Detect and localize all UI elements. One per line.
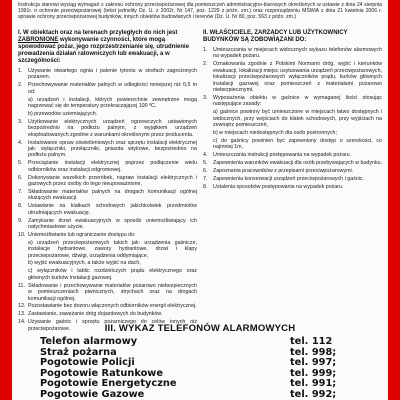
item-text: Uniemożliwianie lub ograniczanie dostępu do: xyxy=(28,231,136,238)
left-red-border xyxy=(0,0,12,400)
item-text: Instalowanie opraw oświetleniowych oraz sprzętu instalacji elektrycznej jak: wyłączniki, przełączniki, gniazda wtykowe, bezpośrednio na podłożu palnym. xyxy=(28,139,197,159)
list-item xyxy=(203,47,382,60)
item-number: 1. xyxy=(18,68,23,74)
phone-service-name: Telefon alarmowy xyxy=(40,336,138,347)
item-number: 6. xyxy=(18,174,23,181)
item-text: Składowanie i przechowywanie materiałów pożarowo niebezpiecznych w pomieszczeniach piwnicznych, strychach oraz na drogach komunikacji ogólnej. xyxy=(28,282,197,302)
item-text: a) gaśnice powinny być umieszczone w miejscach łatwo dostępnych i widocznych, przy wejściach do klatek schodowych, przy wyjściach na zewnątrz pomieszczeń, xyxy=(213,109,382,128)
list-item xyxy=(18,311,197,317)
phone-number: tel. 998; xyxy=(290,346,337,358)
phone-service-name: Pogotowie Gazowe xyxy=(40,388,145,400)
item-text: b) wyjść ewakuacyjnych, a także wyjść na dach, xyxy=(28,260,141,267)
item-text: Zamykanie drzwi ewakuacyjnych w sposób uniemożliwiający ich natychmiastowe użycie. xyxy=(28,217,197,230)
item-text: c) do gaśnicy powinien być zapewniony dostęp o szerokości, co najmniej 1m, xyxy=(213,137,382,151)
phone-number: tel. 997; xyxy=(290,357,337,368)
item-text: Zapewnienia warunków ewakuacji dla osób przebywających w budynku. xyxy=(213,160,383,166)
item-number: 8. xyxy=(203,183,208,190)
phone-row xyxy=(40,357,360,368)
list-item xyxy=(18,303,197,309)
section-obligations xyxy=(203,28,382,324)
item-number xyxy=(18,111,28,117)
list-item xyxy=(203,138,382,151)
phone-number: tel. 112 xyxy=(290,336,333,347)
item-text: Używanie gaśnic i sprzętu pożarniczego do celów innych niż przeciwpożarowe. xyxy=(28,319,197,332)
phone-service-name: Pogotowie Ratunkowe xyxy=(40,367,163,379)
list-item xyxy=(18,119,197,138)
list-item xyxy=(18,218,197,231)
item-number: 4. xyxy=(18,139,23,146)
item-number: 3. xyxy=(203,94,208,101)
item-number xyxy=(18,260,28,266)
item-number: 13. xyxy=(18,311,26,318)
item-number: 3. xyxy=(18,118,23,125)
item-text: Używanie otwartego ognia i palenie tytoniu w strefach zagrożonych pożarem. xyxy=(28,68,197,81)
phone-row xyxy=(40,389,360,400)
item-text: Umieszczania instrukcji postępowania na wypadek pożaru. xyxy=(213,152,352,159)
item-text: Ustalenia sposobów postępowania na wypadek pożaru. xyxy=(213,183,344,190)
item-text: Zastawianie, zawężanie dróg dojazdowych do budynków. xyxy=(28,311,163,318)
item-number: 2. xyxy=(18,82,23,89)
prohibited-list xyxy=(18,68,197,332)
list-item xyxy=(203,168,382,174)
phone-number: tel. 991; xyxy=(290,378,337,389)
list-item xyxy=(18,240,197,259)
list-item xyxy=(203,130,382,136)
phone-row xyxy=(40,347,360,358)
list-item xyxy=(18,111,197,117)
item-text: Wyposażenia obiektu w gaśnice w wymaganej ilości stosując następujące zasady: xyxy=(213,94,382,108)
item-number xyxy=(203,109,213,128)
item-number: 10. xyxy=(18,231,26,238)
item-number xyxy=(18,240,28,259)
item-number: 12. xyxy=(18,303,26,310)
phones-heading: III. WYKAZ TELEFONÓW ALARMOWYCH xyxy=(104,323,296,334)
item-number: 6. xyxy=(203,167,208,174)
item-text: Składowanie materiałów palnych na drogach komunikacji ogólnej służących ewakuacji. xyxy=(28,188,197,202)
list-item xyxy=(203,184,382,190)
item-number: 9. xyxy=(18,217,23,224)
item-text: Dokonywanie wszelkich przeróbek, napraw instalacji elektrycznych i gazowych przez osoby do tego nieupoważnione. xyxy=(28,174,197,187)
item-text: b) przewodów uziemiających. xyxy=(28,110,98,117)
item-text: Użytkowanie elektrycznych urządzeń ogrzewczych ustawionych bezpośrednio na podłożu palnym, z wyjątkiem urządzeń eksploatowanych zgodnie z warunkami określonymi przez producenta. xyxy=(28,118,197,138)
list-item xyxy=(203,109,382,128)
list-item xyxy=(18,140,197,159)
phone-number: tel. 992; xyxy=(290,388,337,400)
item-number xyxy=(203,130,213,136)
item-text: Ustawianie na klatkach schodowych jakichkolwiek przedmiotów utrudniających ewakuację. xyxy=(28,203,197,216)
item-number: 5. xyxy=(203,160,208,166)
phone-service-name: Straż pożarna xyxy=(40,346,117,358)
phone-number: tel. 999; xyxy=(290,367,337,379)
right-red-border xyxy=(388,0,400,400)
item-text: Przeciążanie instalacji elektrycznej poprzez podłączenie wielu odbiorników oraz instalacji odgromowej. xyxy=(28,160,197,173)
item-number: 8. xyxy=(18,203,23,210)
list-item xyxy=(18,175,197,188)
item-number xyxy=(203,138,213,151)
phone-row xyxy=(40,378,360,389)
list-item xyxy=(203,176,382,182)
item-number xyxy=(18,268,28,281)
item-text: Zapewnienia konserwacji urządzeń przeciwpożarowych i gaśnic. xyxy=(213,175,365,182)
item-number: 1. xyxy=(203,47,208,53)
list-item xyxy=(18,283,197,302)
item-number: 2. xyxy=(203,61,208,68)
item-text: Pozostawianie bez dozoru włączonych odbiorników energii elektrycznej. xyxy=(28,303,197,310)
item-number xyxy=(18,97,28,110)
item-number: 14. xyxy=(18,319,26,326)
list-item xyxy=(18,260,197,266)
item-number: 11. xyxy=(18,282,25,289)
phone-row xyxy=(40,368,360,379)
list-item xyxy=(18,68,197,81)
item-number: 7. xyxy=(203,175,208,182)
item-text: c) wyłączników i tablic rozdzielczych prądu elektrycznego oraz głównych kurków instalacji gazowej. xyxy=(28,268,197,281)
section-prohibited xyxy=(18,28,197,332)
list-item xyxy=(18,189,197,202)
list-item xyxy=(203,61,382,93)
item-text: b) w miejscach niedostępnych dla osób postronnych; xyxy=(213,129,337,136)
phone-service-name: Pogotowie Policji xyxy=(40,357,135,368)
item-text: Przechowywanie materiałów palnych w odległości mniejszej niż 0,5 m od: xyxy=(28,82,197,95)
list-item xyxy=(203,160,382,166)
phone-service-name: Pogotowie Energetyczne xyxy=(40,378,177,389)
section-prohibited-heading: I. W obiektach oraz na terenach przyległych do nich jest ZABRONIONE wykonywanie czynności, które mogą spowodować pożar, jego rozprzestrzenianie się, utrudnienie prowadzenia działań ratowniczych lub ewakuacji, a w szczególności: xyxy=(18,30,190,64)
list-item xyxy=(18,232,197,238)
phones-list xyxy=(40,336,360,399)
item-number: 7. xyxy=(18,188,23,195)
phone-row xyxy=(40,336,360,347)
item-text: a) urządzeń i instalacji, których powierzchnie zewnętrzne mogą nagrzewać się do temperatury przekraczającej 100 ºC, xyxy=(28,96,197,110)
list-item xyxy=(203,152,382,158)
item-number: 4. xyxy=(203,152,208,159)
list-item xyxy=(18,268,197,281)
obligations-list xyxy=(203,47,382,190)
intro-paragraph: Instrukcja stanowi wyciąg wymagań z zakresu ochrony przeciwpożarowej dla pomieszczeń administracyjno-biurowych określonych w ustawie z dnia 24 sierpnia 1991r. o ochronie przeciwpożarowej (tekst jednolity Dz. U. z 2002r. Nr 147, poz. 1229 z późn. zm.) oraz rozporządzeniu MSWiA z dnia 21 kwietnia 2006 r. sprawie ochrony przeciwpożarowej budynków, innych obiektów budowlanych i terenów (Dz. U. Nr 80, poz. 563 z późn. zm.) xyxy=(18,2,382,21)
section-obligations-heading: II. WŁAŚCICIELE, ZARZĄDCY LUB UŻYTKOWNICY BUDYNKÓW SĄ ZOBOWIĄZANI DO: xyxy=(203,30,348,43)
list-item xyxy=(18,82,197,95)
item-text: Oznakowania zgodnie z Polskimi Normami dróg, wyjść i kierunków ewakuacji, lokalizacji miejsc usytuowania urządzeń przeciwpożarowych, lokalizacji przeciwpożarowych wyłączników prądu, kurków głównych instalacji gazowej oraz pomieszczeń z materiałami pożarowo niebezpiecznymi. xyxy=(213,61,382,93)
list-item xyxy=(18,203,197,216)
item-text: a) urządzeń przeciwpożarowych takich jak: urządzenia gaśnicze, instalacje hydrantowe, zawory hydrantowe, drzwi i klapy przeciwpożarowe, dźwigi, urządzenia oddymiające, xyxy=(28,239,197,259)
list-item xyxy=(203,95,382,108)
list-item xyxy=(18,160,197,173)
item-text: Zapoznania pracowników z przepisami przeciwpożarowymi. xyxy=(213,167,354,174)
item-text: Umieszczania w miejscach widocznych wykazu telefonów alarmowych na wypadek pożaru. xyxy=(213,47,382,60)
item-number: 5. xyxy=(18,160,23,167)
list-item xyxy=(18,97,197,110)
